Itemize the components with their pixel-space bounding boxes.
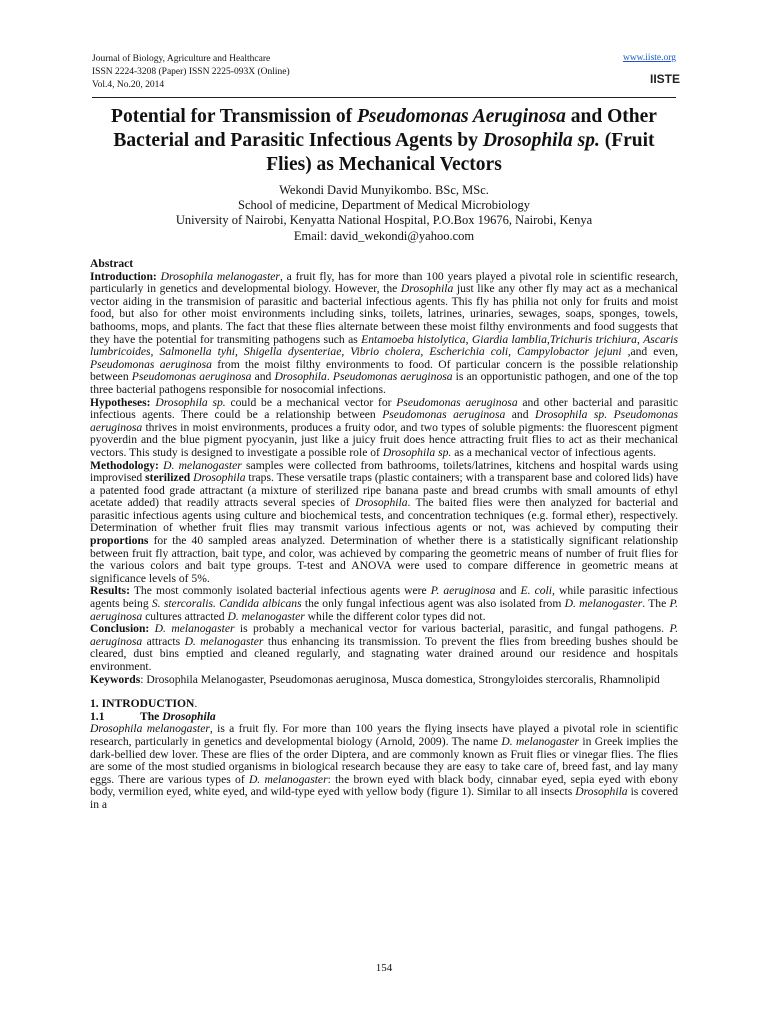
text-run: thus enhancing its transmission. To prevent the flies from breeding bushes should be cleared, dust bins emptied and cleaned regularly, and stagnating water drained around our residence and hospitals environment. bbox=[90, 634, 678, 673]
text-run: The most commonly isolated bacterial infectious agents were bbox=[129, 584, 431, 598]
journal-name: Journal of Biology, Agriculture and Healthcare bbox=[92, 54, 271, 64]
text-run: Drosophila bbox=[400, 282, 454, 296]
text-run: Drosophila melanogaster bbox=[90, 722, 210, 736]
text-run: Drosophila bbox=[355, 496, 408, 510]
abstract-keywords: Keywords: Drosophila Melanogaster, Pseudomonas aeruginosa, Musca domestica, Strongyloides stercoralis, Rhamnolipid bbox=[90, 672, 660, 686]
text-run: , bbox=[636, 332, 644, 346]
volume-line: Vol.4, No.20, 2014 bbox=[92, 80, 165, 90]
text-run: traps. These versatile traps (plastic containers; with a transparent base and colored lids) have a patented food grade attractant (a mixture of sterilized ripe banana paste and bread crumbs with small amounts of ethyl acetate added) that readily attracts several species of bbox=[90, 471, 678, 510]
text-run: Drosophila melanogaster bbox=[156, 269, 280, 283]
text-run: D. melanogaster bbox=[501, 734, 580, 748]
abstract-hypotheses: Hypotheses: Drosophila sp. could be a mechanical vector for Pseudomonas aeruginosa and other bacterial and parasitic infectious agents. There could be a relationship between Pseudomonas aeruginosa and Drosophila sp. Pseudomonas aeruginosa thrives in moist environments, produces a fruity odor, and two types of soluble pigments: the fluorescent pigment pyoverdin and the blue pigment pyocyanin, just like a juicy fruit does hence attracting fruit flies to act as their mechanical vectors. This study is designed to investigate a possible role of Drosophila sp. as a mechanical vector of infectious agents. bbox=[90, 395, 679, 459]
text-run: ,and even, bbox=[621, 345, 678, 359]
text-run: the only fungal infectious agent was also isolated from bbox=[301, 597, 565, 611]
text-run: cultures attracted bbox=[142, 609, 228, 623]
text-run: and bbox=[505, 408, 536, 422]
text-run: D. melanogaster bbox=[248, 772, 328, 786]
section-heading: 1. INTRODUCTION. bbox=[90, 697, 198, 711]
page-number: 154 bbox=[375, 962, 393, 974]
text-run: D. melanogaster bbox=[158, 458, 242, 472]
text-run: S. stercoralis. Candida albicans bbox=[151, 597, 302, 611]
text-run: . The bbox=[642, 597, 670, 611]
text-run: and other bacterial and parasitic infectious agents. There could be a relationship between bbox=[90, 395, 678, 422]
paper-body bbox=[90, 258, 678, 812]
text-run: Drosophila bbox=[575, 785, 628, 799]
text-run: Pseudomonas aeruginosa bbox=[396, 395, 518, 409]
subsection-heading: 1.1 The Drosophila bbox=[90, 709, 216, 723]
text-run: . bbox=[326, 370, 333, 384]
text-run: in Greek implies the dark-bellied dew lover. These are flies of the order Diptera, and are commonly known as Fruit flies or vinegar flies. The flies are some of the most studied organisms in biological research because they are easy to take care of, breed fast, and lay many eggs. There are various types of bbox=[90, 734, 678, 786]
text-run: D. melanogaster bbox=[184, 634, 264, 648]
journal-header bbox=[92, 53, 290, 92]
text-run: Drosophila sp. bbox=[382, 445, 452, 459]
text-run: could be a mechanical vector for bbox=[225, 395, 397, 409]
abstract-conclusion: Conclusion: D. melanogaster is probably a mechanical vector for various bacterial, parasitic, and fungal pathogens. P. aeruginosa attracts D. melanogaster thus enhancing its transmission. To prevent the flies from breeding bushes should be cleared, dust bins emptied and cleaned regularly, and stagnating water drained around our residence and hospitals environment. bbox=[90, 622, 678, 673]
abstract-heading: Abstract bbox=[90, 257, 134, 270]
author-institution: University of Nairobi, Kenyatta National Hospital, P.O.Box 19676, Nairobi, Kenya bbox=[175, 213, 593, 228]
text-run: sterilized bbox=[145, 471, 191, 485]
journal-url-link[interactable]: www.iiste.org bbox=[622, 53, 676, 63]
abstract-results: Results: The most commonly isolated bacterial infectious agents were P. aeruginosa and E. coli, while parasitic infectious agents being S. stercoralis. Candida albicans the only fungal infectious agent was also isolated from D. melanogaster. The P. aeruginosa cultures attracted D. melanogaster while the different color types did not. bbox=[90, 584, 678, 623]
header-right bbox=[622, 53, 681, 92]
text-run: attracts bbox=[142, 634, 185, 648]
text-run: Pseudomonas aeruginosa bbox=[332, 370, 453, 384]
text-run: P. aeruginosa bbox=[90, 597, 678, 623]
text-run: Pseudomonas aeruginosa bbox=[90, 357, 212, 371]
text-run: is probably a mechanical vector for various bacterial, parasitic, and fungal pathogens. bbox=[234, 622, 670, 636]
text-run: while the different color types did not. bbox=[304, 609, 486, 623]
text-run: . The baited flies were then analyzed for bacterial and parasitic infectious agents using culture and biochemical tests, and concentration techniques (e.g. formal ether), respectively. Determination of whether fruit flies may transmit various infectious agents or not, was achieved by computing their bbox=[90, 496, 678, 535]
text-run: Pseudomonas aeruginosa bbox=[131, 370, 252, 384]
text-run: , a fruit fly, has for more than 100 years played a pivotal role in scientific research, particularly in genetics and developmental biology. However, the bbox=[90, 269, 678, 296]
text-run: D. melanogaster bbox=[564, 597, 643, 611]
text-run: Ascaris lumbricoides, Salmonella tyhi, Shigella dysenteriae, Vibrio cholera, Escherichia coli, Campylobactor jejuni bbox=[90, 332, 678, 359]
text-run: thrives in moist environments, produces a fruity odor, and two types of soluble pigments: the fluorescent pigment pyoverdin and the blue pigment pyocyanin, just like a juicy fruit does hence attracting fruit flies to act as their mechanical vectors. This study is designed to investigate a possible role of bbox=[90, 420, 678, 459]
iiste-logo-icon: IISTE bbox=[650, 72, 681, 86]
text-run: as a mechanical vector of infectious agents. bbox=[451, 445, 657, 459]
text-run: is an opportunistic pathogen, and one of the top three bacterial pathogens responsible for nosocomial infections. bbox=[90, 370, 678, 396]
text-run: P. aeruginosa bbox=[430, 584, 496, 598]
text-run: , is a fruit fly. For more than 100 years the flying insects have played a pivotal role in scientific research, particularly in genetics and developmental biology (Arnold, 2009). The name bbox=[90, 722, 679, 748]
text-run: for the 40 sampled areas analyzed. Determination of whether there is a statistically significant relationship between fruit fly attraction, bait type, and color, was achieved by comparing the geometric means of number of fruit flies for the various colors and bait type groups. T-test and ANOVA were used to compare difference in geometric means at significance levels of 5%. bbox=[90, 534, 678, 585]
section-body bbox=[90, 723, 678, 811]
text-run: Drosophila sp. bbox=[150, 395, 226, 409]
text-run: , bbox=[465, 332, 472, 346]
text-run: and bbox=[251, 370, 275, 384]
abstract-introduction: Introduction: Drosophila melanogaster, a fruit fly, has for more than 100 years played a pivotal role in scientific research, particularly in genetics and developmental biology. However, the Drosophila just like any other fly may act as a mechanical vector aiding in the transmision of parasitic and bacterial infectious agents. This fly has philia not only for fruits and moist food, but also for other moist environments including sinks, toilets, latrines, urinaries, sewages, soaps, sponges, towels, bathooms, mops, and plants. The fact that these flies alternate between these moist filthy environments and food suggests that they have the potential for transmiting pathogens such as Entamoeba histolytica, Giardia lamblia,Trichuris trichiura, Ascaris lumbricoides, Salmonella tyhi, Shigella dysenteriae, Vibrio cholera, Escherichia coli, Campylobactor jejuni ,and even, Pseudomonas aeruginosa from the moist filthy environments to food. Of particular concern is the possible relationship between Pseudomonas aeruginosa and Drosophila. Pseudomonas aeruginosa is an opportunistic pathogen, and one of the top three bacterial pathogens responsible for nosocomial infections. bbox=[90, 269, 678, 396]
text-run: and bbox=[495, 584, 521, 598]
text-run: proportions bbox=[90, 534, 149, 548]
author-block bbox=[92, 183, 676, 244]
text-run: D. melanogaster bbox=[227, 609, 305, 623]
text-run: E. coli, bbox=[520, 584, 555, 598]
text-run: samples were collected from bathrooms, toilets/latrines, kitchens and hospital wards using improvised bbox=[90, 458, 679, 485]
text-run: Entamoeba histolytica bbox=[361, 332, 466, 346]
text-run: P. aeruginosa bbox=[90, 622, 678, 648]
text-run: just like any other fly may act as a mechanical vector aiding in the transmision of parasitic and bacterial infectious agents. This fly has philia not only for fruits and moist food, but also for other moist environments including sinks, toilets, latrines, urinaries, sewages, soaps, sponges, towels, bathooms, mops, and plants. The fact that these flies alternate between these moist filthy environments and food suggests that they have the potential for transmiting pathogens such as bbox=[90, 282, 678, 346]
header-rule bbox=[92, 97, 676, 98]
abstract-methodology: Methodology: D. melanogaster samples were collected from bathrooms, toilets/latrines, kitchens and hospital wards using improvised sterilized Drosophila traps. These versatile traps (plastic containers; with a transparent base and colored lids) have a patented food grade attractant (a mixture of sterilized ripe banana paste and bread crumbs with small amounts of ethyl acetate added) that readily attracts several species of Drosophila. The baited flies were then analyzed for bacterial and parasitic infectious agents using culture and biochemical tests, and concentration techniques (e.g. formal ether), respectively. Determination of whether fruit flies may transmit various infectious agents or not, was achieved by computing their proportions for the 40 sampled areas analyzed. Determination of whether there is a statistically significant relationship between fruit fly attraction, bait type, and color, was achieved by comparing the geometric means of number of fruit flies for the various colors and bait type groups. T-test and ANOVA were used to compare difference in geometric means at significance levels of 5%. bbox=[90, 458, 679, 585]
text-run: Pseudomonas aeruginosa bbox=[382, 408, 506, 422]
text-run: while parasitic infectious agents being bbox=[90, 584, 678, 611]
text-run: from the moist filthy environments to food. Of particular concern is the possible relationship between bbox=[90, 357, 678, 384]
author-email: Email: david_wekondi@yahoo.com bbox=[293, 228, 475, 243]
author-name: Wekondi David Munyikombo. BSc, MSc. bbox=[279, 183, 489, 197]
text-run: Drosophila sp. Pseudomonas aeruginosa bbox=[90, 408, 679, 434]
text-run: : the brown eyed with black body, cinnabar eyed, sepia eyed with ebony body, vermilion eyed, white eyed, and wild-type eyed with yellow body (figure 1). Similar to all insects bbox=[90, 772, 678, 799]
issn-line: ISSN 2224-3208 (Paper) ISSN 2225-093X (Online) bbox=[92, 67, 290, 77]
text-run: is covered in a bbox=[90, 785, 678, 811]
paper-title: Potential for Transmission of Pseudomonas Aeruginosa and Other Bacterial and Parasitic Infectious Agents by Drosophila sp. (Fruit Flies) as Mechanical Vectors bbox=[111, 106, 657, 175]
text-run: D. melanogaster bbox=[149, 622, 235, 636]
text-run: Drosophila bbox=[274, 370, 327, 384]
text-run: Drosophila bbox=[193, 471, 246, 485]
text-run: Giardia lamblia,Trichuris trichiura bbox=[471, 332, 637, 346]
author-dept: School of medicine, Department of Medical Microbiology bbox=[238, 198, 530, 213]
